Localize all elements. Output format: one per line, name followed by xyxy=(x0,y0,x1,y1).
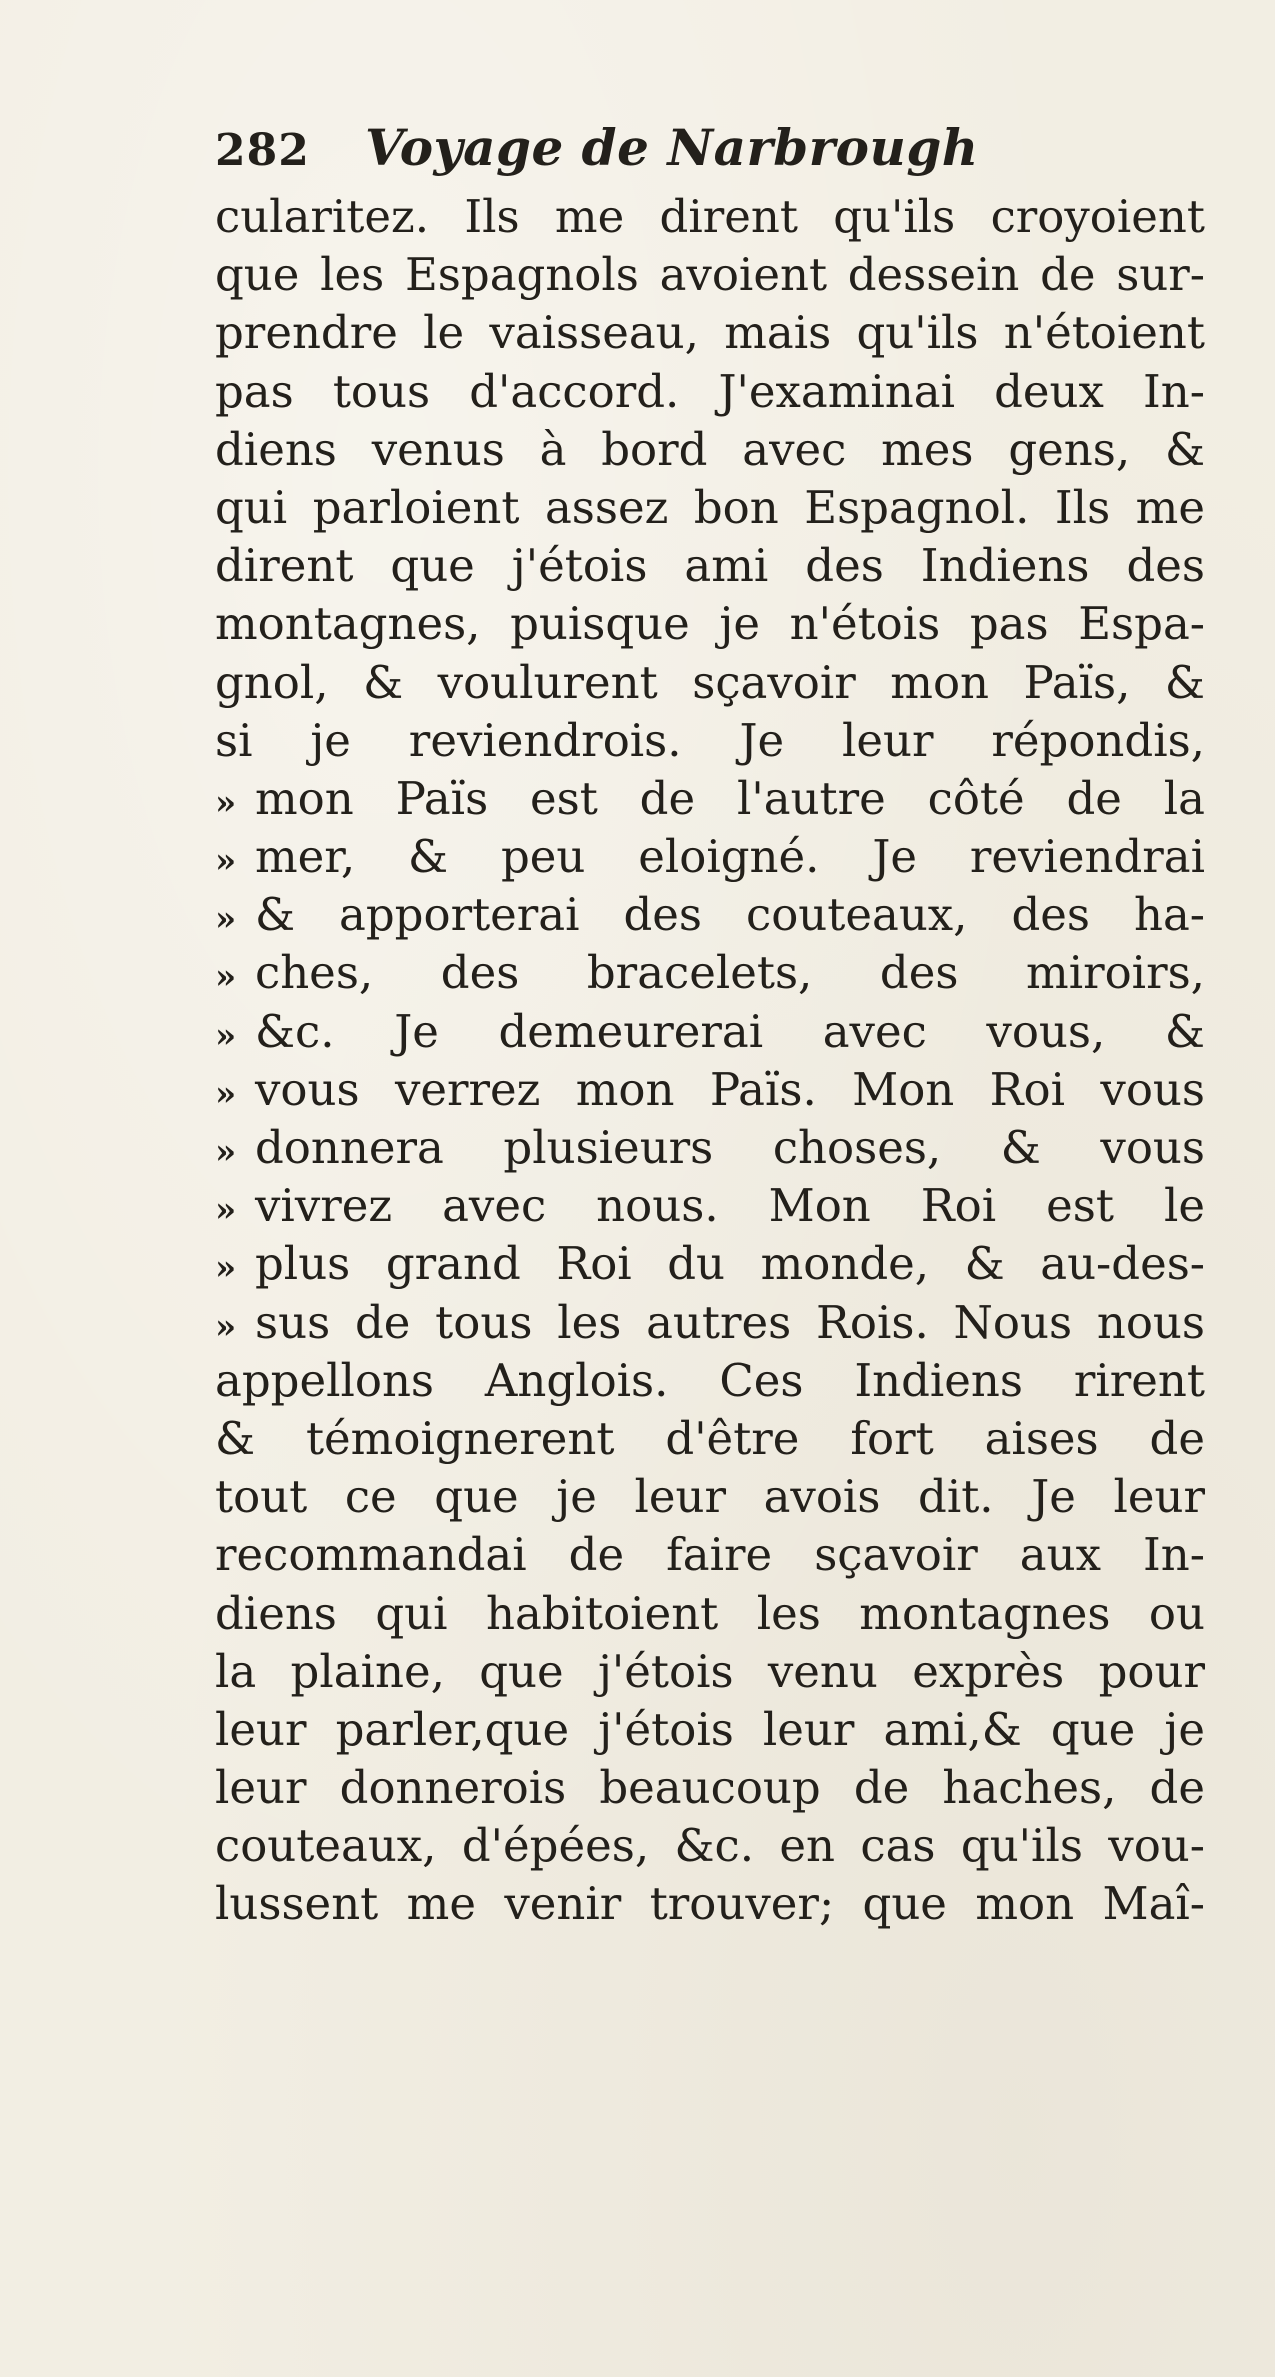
guillemet-mark: » xyxy=(215,782,237,823)
text-line-27: leur parler,que j'étois leur ami,& que je xyxy=(215,1702,1205,1756)
guillemet-mark: » xyxy=(215,957,237,998)
text-line-3: prendre le vaisseau, mais qu'ils n'étoient xyxy=(215,306,1205,360)
guillemet-mark: » xyxy=(215,841,237,882)
quoted-line-12: » mer, & peu eloigné. Je reviendrai xyxy=(215,828,1205,886)
quoted-line-13: » & apporterai des couteaux, des ha- xyxy=(215,886,1205,944)
quoted-line-15: » &c. Je demeurerai avec vous, & xyxy=(215,1003,1205,1061)
guillemet-mark: » xyxy=(215,1132,237,1172)
text-line-25: diens qui habitoient les montagnes ou xyxy=(215,1586,1205,1640)
text-line-23: tout ce que je leur avois dit. Je leur xyxy=(215,1470,1205,1524)
quoted-line-14: » ches, des bracelets, des miroirs, xyxy=(215,944,1205,1002)
text-line-9: gnol, & voulurent sçavoir mon Païs, & xyxy=(215,655,1205,709)
quoted-line-16: » vous verrez mon Païs. Mon Roi vous xyxy=(215,1061,1205,1119)
text-line-4: pas tous d'accord. J'examinai deux In- xyxy=(215,364,1205,418)
body-text xyxy=(215,188,1205,1934)
text-line-21: appellons Anglois. Ces Indiens rirent xyxy=(215,1353,1205,1407)
text-line-2: que les Espagnols avoient dessein de sur- xyxy=(215,248,1205,302)
text-line-10: si je reviendrois. Je leur répondis, xyxy=(215,713,1205,767)
quoted-line-20: » sus de tous les autres Rois. Nous nous xyxy=(215,1294,1205,1352)
text-line-26: la plaine, que j'étois venu exprès pour xyxy=(215,1644,1205,1698)
text-line-1: cularitez. Ils me dirent qu'ils croyoient xyxy=(215,190,1205,243)
text-line-22: & témoignerent d'être fort aises de xyxy=(215,1411,1205,1465)
text-line-8: montagnes, puisque je n'étois pas Espa- xyxy=(215,597,1205,651)
guillemet-mark: » xyxy=(215,1073,237,1114)
text-line-5: diens venus à bord avec mes gens, & xyxy=(215,422,1205,476)
text-line-30: lussent me venir trouver; que mon Maî- xyxy=(215,1877,1205,1931)
guillemet-mark: » xyxy=(215,1306,237,1347)
guillemet-mark: » xyxy=(215,1190,237,1231)
running-title: Voyage de Narbrough xyxy=(365,118,979,177)
guillemet-mark: » xyxy=(215,899,237,940)
guillemet-mark: » xyxy=(215,1248,237,1289)
quoted-line-18: » vivrez avec nous. Mon Roi est le xyxy=(215,1177,1205,1235)
text-line-24: recommandai de faire sçavoir aux In- xyxy=(215,1528,1205,1582)
quoted-line-19: » plus grand Roi du monde, & au-des- xyxy=(215,1235,1205,1293)
text-line-7: dirent que j'étois ami des Indiens des xyxy=(215,539,1205,593)
guillemet-mark: » xyxy=(215,1015,237,1056)
running-head xyxy=(215,118,1205,188)
quoted-line-17: » donnera plusieurs choses, & vous xyxy=(215,1119,1205,1177)
quoted-line-11: » mon Païs est de l'autre côté de la xyxy=(215,770,1205,828)
book-page xyxy=(215,118,1205,1934)
text-line-29: couteaux, d'épées, &c. en cas qu'ils vou- xyxy=(215,1819,1205,1873)
text-line-6: qui parloient assez bon Espagnol. Ils me xyxy=(215,480,1205,534)
page-number: 282 xyxy=(215,125,310,176)
text-line-28: leur donnerois beaucoup de haches, de xyxy=(215,1761,1205,1815)
